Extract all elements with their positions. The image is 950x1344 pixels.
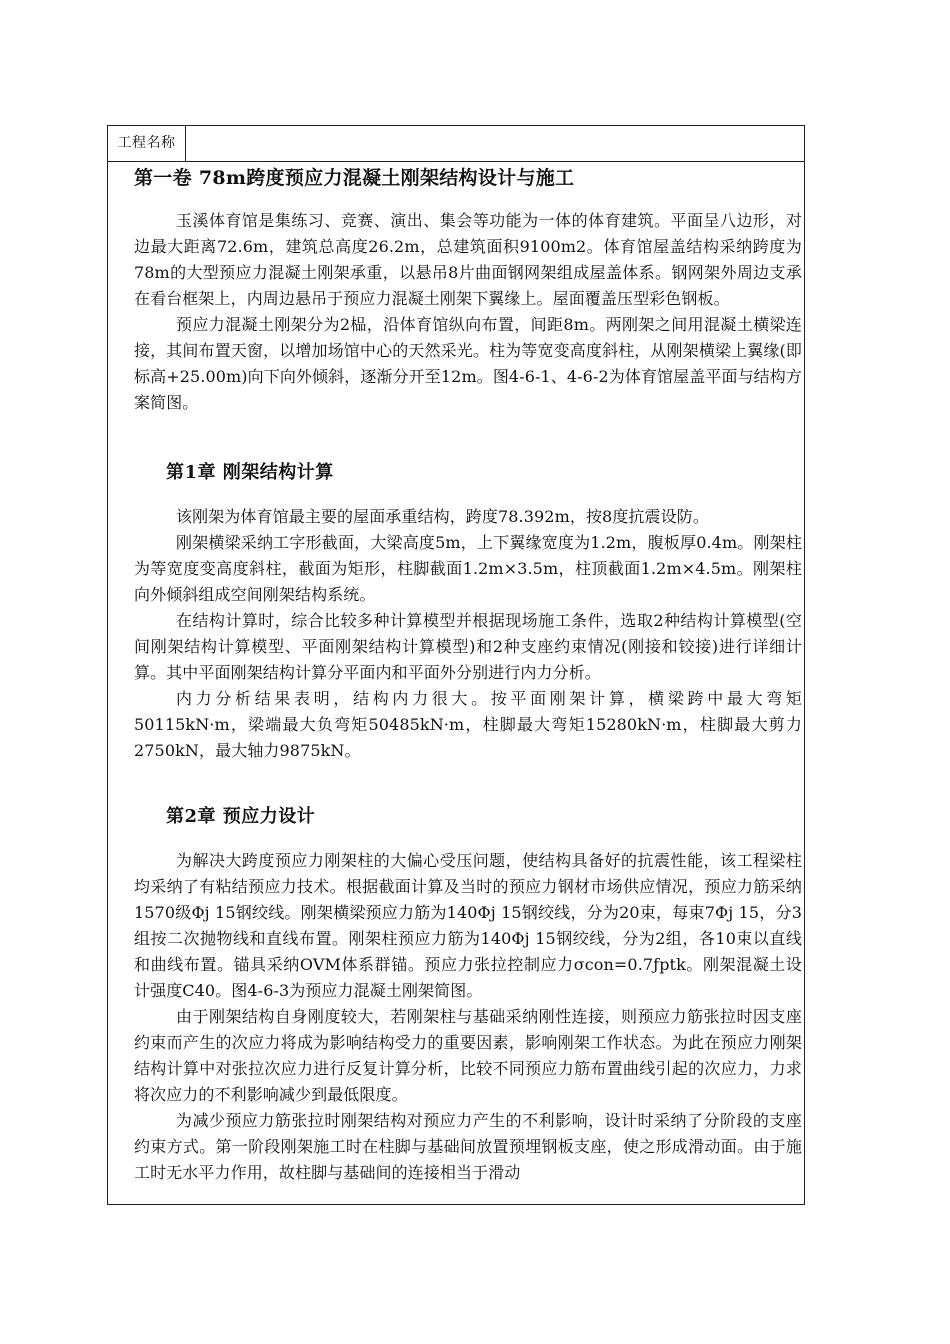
paragraph: 预应力混凝土刚架分为2榀，沿体育馆纵向布置，间距8m。两刚架之间用混凝土横梁连接，其间布置天窗，以增加场馆中心的天然采光。柱为等宽变高度斜柱，从刚架横梁上翼缘(即标高+25.00m)向下向外倾斜，逐渐分开至12m。图4-6-1、4-6-2为体育馆屋盖平面与结构方案简图。 [134, 315, 802, 412]
project-name-row [108, 126, 804, 162]
paragraph: 刚架横梁采纳工字形截面，大梁高度5m，上下翼缘宽度为1.2m，腹板厚0.4m。刚架柱为等宽度变高度斜柱，截面为矩形，柱脚截面1.2m×3.5m，柱顶截面1.2m×4.5m。刚架柱向外倾斜组成空间刚架结构系统。 [134, 533, 802, 604]
chapter-1-section [134, 504, 802, 764]
project-name-label: 工程名称 [108, 126, 186, 161]
paragraph: 该刚架为体育馆最主要的屋面承重结构，跨度78.392m，按8度抗震设防。 [176, 507, 709, 526]
chapter-2-section [134, 848, 802, 1186]
project-name-value[interactable] [186, 126, 804, 161]
chapter-2-title: 第2章 预应力设计 [166, 806, 316, 827]
document-body [108, 162, 804, 1204]
document-frame [107, 125, 805, 1205]
paragraph: 由于刚架结构自身刚度较大，若刚架柱与基础采纳刚性连接，则预应力筋张拉时因支座约束而产生的次应力将成为影响结构受力的重要因素，影响刚架工作状态。为此在预应力刚架结构计算中对张拉次应力进行反复计算分析，比较不同预应力筋布置曲线引起的次应力，力求将次应力的不利影响减少到最低限度。 [134, 1007, 802, 1104]
paragraph: 为减少预应力筋张拉时刚架结构对预应力产生的不利影响，设计时采纳了分阶段的支座约束方式。第一阶段刚架施工时在柱脚与基础间放置预埋钢板支座，使之形成滑动面。由于施工时无水平力作用，故柱脚与基础间的连接相当于滑动 [134, 1111, 802, 1182]
chapter-1-title: 第1章 刚架结构计算 [166, 462, 334, 483]
paragraph: 为解决大跨度预应力刚架柱的大偏心受压问题，使结构具备好的抗震性能，该工程梁柱均采纳了有粘结预应力技术。根据截面计算及当时的预应力钢材市场供应情况，预应力筋采纳1570级Φj 15钢绞线。刚架横梁预应力筋为140Φj 15钢绞线，分为20束，每束7Φj 15，分3组按二次抛物线和直线布置。刚架柱预应力筋为140Φj 15钢绞线，分为2组，各10束以直线和曲线布置。锚具采纳OVM体系群锚。预应力张拉控制应力σcon=0.7ƒptk。刚架混凝土设计强度C40。图4-6-3为预应力混凝土刚架简图。 [134, 851, 802, 1000]
volume-title: 第一卷 78m跨度预应力混凝土刚架结构设计与施工 [134, 167, 575, 189]
paragraph: 玉溪体育馆是集练习、竞赛、演出、集会等功能为一体的体育建筑。平面呈八边形，对边最大距离72.6m，建筑总高度26.2m，总建筑面积9100m2。体育馆屋盖结构采纳跨度为78m的大型预应力混凝土刚架承重，以悬吊8片曲面钢网架组成屋盖体系。钢网架外周边支承在看台框架上，内周边悬吊于预应力混凝土刚架下翼缘上。屋面覆盖压型彩色钢板。 [134, 211, 802, 308]
paragraph: 内力分析结果表明，结构内力很大。按平面刚架计算，横梁跨中最大弯矩50115kN·m，梁端最大负弯矩50485kN·m，柱脚最大弯矩15280kN·m，柱脚最大剪力2750kN，最大轴力9875kN。 [134, 689, 802, 760]
paragraph: 在结构计算时，综合比较多种计算模型并根据现场施工条件，选取2种结构计算模型(空间刚架结构计算模型、平面刚架结构计算模型)和2种支座约束情况(刚接和铰接)进行详细计算。其中平面刚架结构计算分平面内和平面外分别进行内力分析。 [134, 611, 802, 682]
intro-section [134, 208, 802, 416]
